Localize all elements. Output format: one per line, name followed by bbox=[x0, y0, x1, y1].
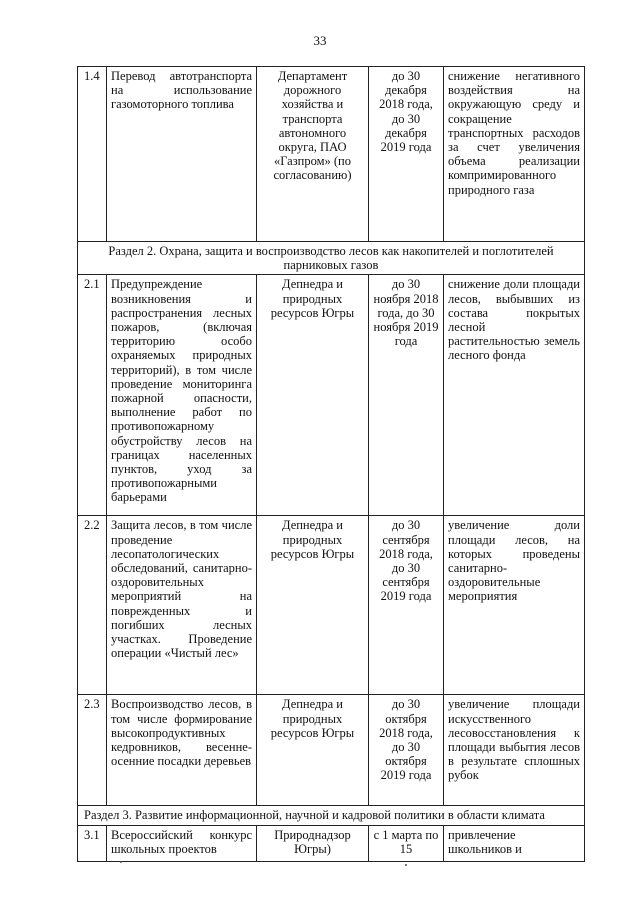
table-row bbox=[78, 275, 585, 516]
executor-cell: Депнедра и природных ресурсов Югры bbox=[257, 516, 369, 695]
deadline-cell: до 30 декабря 2018 года, до 30 декабря 2019 года bbox=[369, 67, 444, 242]
deadline-cell: до 30 октября 2018 года, до 30 октября 2019 года bbox=[369, 695, 444, 806]
activity-cell: Защита лесов, в том числе проведение лесопатологических обследований, санитарно-оздоровительных мероприятий на поврежденных и погибших лесных участках. Проведение операции «Чистый лес» bbox=[107, 516, 257, 695]
scan-speck bbox=[405, 864, 407, 866]
row-number: 2.3 bbox=[78, 695, 107, 806]
section-row bbox=[78, 242, 585, 275]
result-cell: снижение негативного воздействия на окружающую среду и сокращение транспортных расходов за счет увеличения объема реализации компримированного природного газа bbox=[444, 67, 585, 242]
activity-cell: Перевод автотранспорта на использование газомоторного топлива bbox=[107, 67, 257, 242]
deadline-cell: до 30 ноября 2018 года, до 30 ноября 2019 года bbox=[369, 275, 444, 516]
page-number: 33 bbox=[313, 33, 327, 48]
deadline-cell: с 1 марта по 15 bbox=[369, 825, 444, 861]
result-cell: привлечение школьников и bbox=[444, 825, 585, 861]
section-title: Раздел 2. Охрана, защита и воспроизводство лесов как накопителей и поглотителей парниковых газов bbox=[78, 242, 585, 275]
table-row bbox=[78, 825, 585, 861]
activity-cell: Воспроизводство лесов, в том числе формирование высокопродуктивных кедровников, весенне-осенние посадки деревьев bbox=[107, 695, 257, 806]
executor-cell: Департамент дорожного хозяйства и транспорта автономного округа, ПАО «Газпром» (по согласованию) bbox=[257, 67, 369, 242]
table-row bbox=[78, 516, 585, 695]
activity-cell: Всероссийский конкурс школьных проектов bbox=[107, 825, 257, 861]
result-cell: увеличение доли площади лесов, на которых проведены санитарно-оздоровительные мероприятия bbox=[444, 516, 585, 695]
measures-table bbox=[77, 66, 585, 862]
row-number: 1.4 bbox=[78, 67, 107, 242]
result-cell: увеличение площади искусственного лесовосстановления к площади выбытия лесов в результате сплошных рубок bbox=[444, 695, 585, 806]
table-row bbox=[78, 67, 585, 242]
row-number: 2.2 bbox=[78, 516, 107, 695]
section-row bbox=[78, 806, 585, 825]
executor-cell: Депнедра и природных ресурсов Югры bbox=[257, 275, 369, 516]
row-number: 2.1 bbox=[78, 275, 107, 516]
scan-speck bbox=[120, 861, 122, 863]
activity-cell: Предупреждение возникновения и распространения лесных пожаров, (включая территорию особо охраняемых природных территорий), в том числе проведение мониторинга пожарной опасности, выполнение работ по противопожарному обустройству лесов на границах населенных пунктов, уход за противопожарными барьерами bbox=[107, 275, 257, 516]
executor-cell: Природнадзор Югры) bbox=[257, 825, 369, 861]
section-title: Раздел 3. Развитие информационной, научной и кадровой политики в области климата bbox=[78, 806, 585, 825]
table-row bbox=[78, 695, 585, 806]
result-cell: снижение доли площади лесов, выбывших из состава покрытых лесной растительностью земель лесного фонда bbox=[444, 275, 585, 516]
executor-cell: Депнедра и природных ресурсов Югры bbox=[257, 695, 369, 806]
deadline-cell: до 30 сентября 2018 года, до 30 сентября 2019 года bbox=[369, 516, 444, 695]
row-number: 3.1 bbox=[78, 825, 107, 861]
